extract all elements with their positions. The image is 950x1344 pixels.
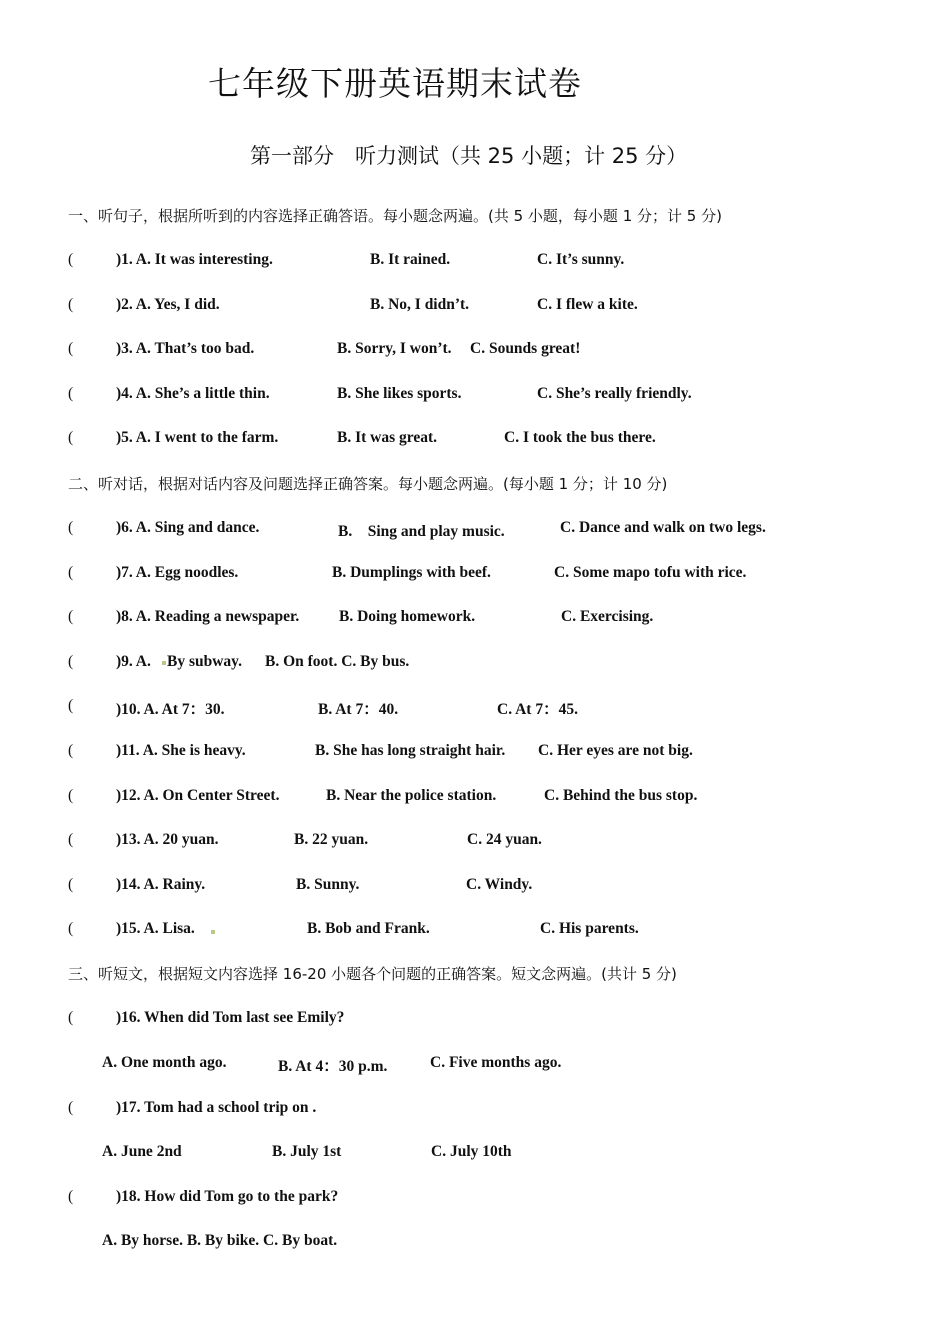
option-a-text: By subway.: [167, 653, 242, 670]
option-b: B. July 1st: [272, 1143, 342, 1160]
answer-bracket: (: [68, 1099, 74, 1116]
option-c: C. Behind the bus stop.: [544, 787, 698, 804]
option-c: C. July 10th: [431, 1143, 512, 1160]
option-a: )2. A. Yes, I did.: [116, 296, 220, 313]
option-a: )12. A. On Center Street.: [116, 787, 280, 804]
part-one-title: 第一部分 听力测试（共 25 小题；计 25 分）: [250, 144, 688, 168]
option-a: )8. A. Reading a newspaper.: [116, 608, 300, 625]
answer-bracket: (: [68, 519, 74, 536]
option-b: B. 22 yuan.: [294, 831, 369, 848]
option-a: )6. A. Sing and dance.: [116, 519, 260, 536]
option-a: )14. A. Rainy.: [116, 876, 206, 893]
answer-bracket: (: [68, 876, 74, 893]
option-b: B. She likes sports.: [337, 385, 462, 402]
option-a: A. June 2nd: [102, 1143, 182, 1160]
option-c: C. Some mapo tofu with rice.: [554, 564, 747, 581]
question-stem: )17. Tom had a school trip on .: [116, 1099, 317, 1116]
answer-bracket: (: [68, 653, 74, 670]
answer-bracket: (: [68, 742, 74, 759]
option-a: )15. A. Lisa.: [116, 920, 195, 937]
options: A. By horse. B. By bike. C. By boat.: [102, 1232, 338, 1249]
scan-speck: [162, 661, 166, 665]
option-a: )9. A.: [116, 653, 151, 670]
answer-bracket: (: [68, 385, 74, 402]
question-stem: )16. When did Tom last see Emily?: [116, 1009, 345, 1026]
option-c: C. I flew a kite.: [537, 296, 638, 313]
option-c: C. I took the bus there.: [504, 429, 656, 446]
option-b: B. Dumplings with beef.: [332, 564, 491, 581]
option-b: B. Sunny.: [296, 876, 360, 893]
answer-bracket: (: [68, 1188, 74, 1205]
option-c: C. Her eyes are not big.: [538, 742, 693, 759]
answer-bracket: (: [68, 340, 74, 357]
option-b: B. Sorry, I won’t.: [337, 340, 452, 357]
option-b-c: B. On foot. C. By bus.: [265, 653, 410, 670]
option-c: C. She’s really friendly.: [537, 385, 692, 402]
exam-title: 七年级下册英语期末试卷: [208, 64, 582, 103]
option-b: B. Near the police station.: [326, 787, 497, 804]
option-a: )4. A. She’s a little thin.: [116, 385, 270, 402]
option-c: C. It’s sunny.: [537, 251, 625, 268]
option-c: C. 24 yuan.: [467, 831, 542, 848]
option-b: B. Doing homework.: [339, 608, 476, 625]
section-one-instructions: 一、听句子，根据所听到的内容选择正确答语。每小题念两遍。(共 5 小题，每小题 1 分；计 5 分): [68, 207, 722, 225]
option-b: B. At 4：30 p.m.: [278, 1058, 388, 1075]
option-a: )7. A. Egg noodles.: [116, 564, 239, 581]
option-c: C. Dance and walk on two legs.: [560, 519, 766, 536]
answer-bracket: (: [68, 608, 74, 625]
option-c: C. Sounds great!: [470, 340, 581, 357]
answer-bracket: (: [68, 831, 74, 848]
option-b: B. At 7：40.: [318, 701, 399, 718]
answer-bracket: (: [68, 251, 74, 268]
option-a: )13. A. 20 yuan.: [116, 831, 219, 848]
answer-bracket: (: [68, 429, 74, 446]
scan-speck: [211, 930, 215, 934]
option-a: )11. A. She is heavy.: [116, 742, 246, 759]
option-b: B. Bob and Frank.: [307, 920, 430, 937]
option-c: C. Five months ago.: [430, 1054, 562, 1071]
option-c: C. At 7：45.: [497, 701, 578, 718]
option-a: A. One month ago.: [102, 1054, 227, 1071]
option-b: B. It was great.: [337, 429, 438, 446]
option-c: C. Exercising.: [561, 608, 654, 625]
option-b: B. Sing and play music.: [338, 523, 505, 540]
option-b: B. It rained.: [370, 251, 451, 268]
answer-bracket: (: [68, 787, 74, 804]
option-a: )3. A. That’s too bad.: [116, 340, 255, 357]
option-b: B. No, I didn’t.: [370, 296, 470, 313]
answer-bracket: (: [68, 697, 74, 714]
option-a: )1. A. It was interesting.: [116, 251, 273, 268]
answer-bracket: (: [68, 564, 74, 581]
section-three-instructions: 三、听短文，根据短文内容选择 16-20 小题各个问题的正确答案。短文念两遍。(共计 5 分): [68, 965, 677, 983]
answer-bracket: (: [68, 920, 74, 937]
option-c: C. Windy.: [466, 876, 533, 893]
question-stem: )18. How did Tom go to the park?: [116, 1188, 339, 1205]
section-two-instructions: 二、听对话，根据对话内容及问题选择正确答案。每小题念两遍。(每小题 1 分；计 10 分): [68, 475, 668, 493]
option-a: )10. A. At 7：30.: [116, 701, 225, 718]
answer-bracket: (: [68, 1009, 74, 1026]
option-c: C. His parents.: [540, 920, 639, 937]
option-a: )5. A. I went to the farm.: [116, 429, 279, 446]
answer-bracket: (: [68, 296, 74, 313]
option-b: B. She has long straight hair.: [315, 742, 506, 759]
